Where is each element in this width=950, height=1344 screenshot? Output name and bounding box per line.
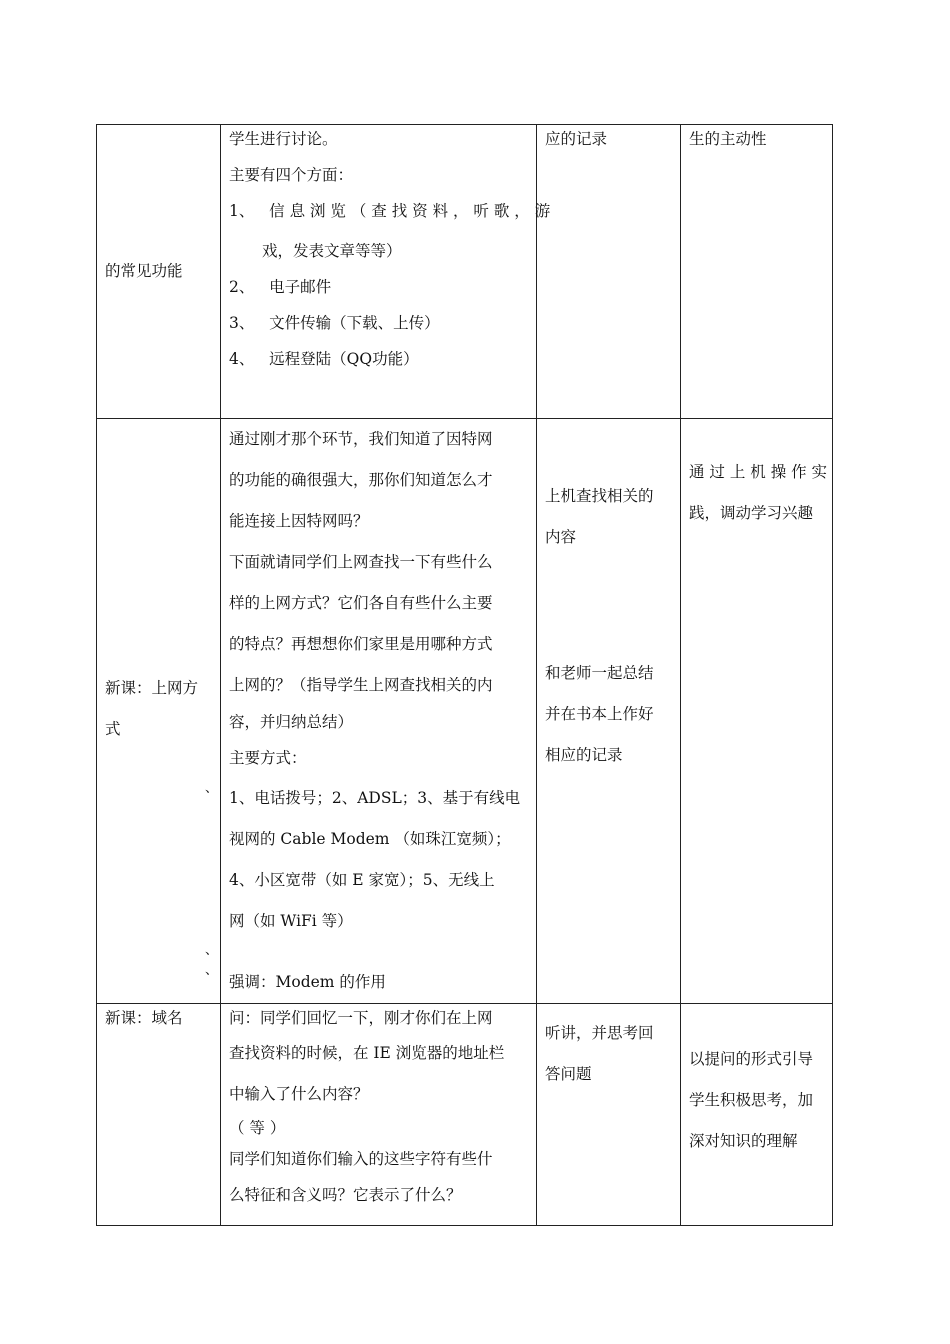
topic-cell <box>97 1004 221 1226</box>
student-activity-cell <box>537 1004 681 1226</box>
student-line: 听讲，并思考回 <box>545 1024 654 1042</box>
list-text: 文件传输（下载、上传） <box>269 314 440 332</box>
table-row <box>97 1004 833 1226</box>
purpose-line: 以提问的形式引导 <box>689 1050 814 1068</box>
content-line: 样的上网方式？它们各自有些什么主要 <box>229 594 493 612</box>
content-line: 网（如 WiFi 等） <box>229 912 353 930</box>
student-text <box>545 1013 654 1095</box>
content-line: 查找资料的时候，在 IE 浏览器的地址栏 <box>229 1044 505 1062</box>
content-line: 的功能的确很强大，那你们知道怎么才 <box>229 471 493 489</box>
content-cell <box>221 125 551 419</box>
punctuation-mark: 、 <box>205 781 219 796</box>
content-line: 1、电话拨号；2、ADSL；3、基于有线电 <box>229 789 521 807</box>
list-number: 1、 <box>229 202 255 220</box>
student-activity-cell <box>537 125 681 419</box>
content-line: 强调：Modem 的作用 <box>229 973 386 991</box>
student-line: 相应的记录 <box>545 746 623 764</box>
table-row <box>97 125 833 419</box>
student-line: 答问题 <box>545 1065 592 1083</box>
purpose-line: 通 过 上 机 操 作 实 <box>689 463 828 481</box>
punctuation-mark: 、 <box>205 963 219 978</box>
table-row <box>97 419 833 1004</box>
content-cell <box>221 1004 537 1226</box>
list-number: 3、 <box>229 314 255 332</box>
purpose-text <box>689 452 827 534</box>
student-activity-cell <box>537 419 681 1004</box>
purpose-cell <box>681 419 833 1004</box>
punctuation-mark: 、 <box>205 943 219 958</box>
topic-cell <box>97 125 221 419</box>
purpose-text <box>689 1039 813 1162</box>
content-line <box>229 198 551 224</box>
content-line: （ 等 ） <box>229 1119 286 1137</box>
topic-line: 新课：上网方 <box>105 679 199 697</box>
student-text: 应的记录 <box>545 130 608 148</box>
content-line: 戏，发表文章等等） <box>262 242 402 260</box>
topic-line: 式 <box>105 720 121 738</box>
purpose-line: 学生积极思考，加 <box>689 1091 814 1109</box>
content-line <box>229 310 528 336</box>
content-cell <box>221 419 537 1004</box>
content-line: 么特征和含义吗？它表示了什么？ <box>229 1186 462 1204</box>
content-line: 能连接上因特网吗？ <box>229 512 369 530</box>
list-text: 信 息 浏 览 （ 查 找 资 料 ， 听 歌 ， 游 <box>269 202 551 220</box>
content-line: 问：同学们回忆一下，刚才你们在上网 <box>229 1009 493 1027</box>
list-text: 电子邮件 <box>269 278 332 296</box>
student-line: 并在书本上作好 <box>545 705 654 723</box>
content-line <box>229 274 528 300</box>
content-line: 主要有四个方面： <box>229 166 354 184</box>
topic-text: 的常见功能 <box>105 262 183 280</box>
content-line: 中输入了什么内容？ <box>229 1085 369 1103</box>
student-line: 上机查找相关的 <box>545 487 654 505</box>
student-line: 内容 <box>545 528 577 546</box>
content-line: 通过刚才那个环节，我们知道了因特网 <box>229 430 493 448</box>
content-line: 上网的？（指导学生上网查找相关的内 <box>229 676 493 694</box>
purpose-line: 深对知识的理解 <box>689 1132 798 1150</box>
purpose-cell <box>681 1004 833 1226</box>
content-line: 同学们知道你们输入的这些字符有些什 <box>229 1150 493 1168</box>
topic-text: 新课：域名 <box>105 1009 183 1027</box>
purpose-cell <box>681 125 833 419</box>
student-line: 和老师一起总结 <box>545 664 654 682</box>
content-line: 下面就请同学们上网查找一下有些什么 <box>229 553 493 571</box>
content-line: 主要方式： <box>229 749 307 767</box>
student-text <box>545 653 654 776</box>
topic-cell <box>97 419 221 1004</box>
list-number: 4、 <box>229 350 255 368</box>
content-line: 4、小区宽带（如 E 家宽）；5、无线上 <box>229 871 495 889</box>
purpose-line: 践，调动学习兴趣 <box>689 504 814 522</box>
purpose-text: 生的主动性 <box>689 130 767 148</box>
student-text <box>545 476 654 558</box>
list-text: 远程登陆（QQ功能） <box>269 350 419 368</box>
topic-text <box>105 668 198 750</box>
content-line: 视网的 Cable Modem （如珠江宽频）； <box>229 830 511 848</box>
content-line <box>229 346 528 372</box>
list-number: 2、 <box>229 278 255 296</box>
content-line: 学生进行讨论。 <box>229 130 338 148</box>
content-line: 容，并归纳总结） <box>229 713 354 731</box>
content-line: 的特点？再想想你们家里是用哪种方式 <box>229 635 493 653</box>
lesson-plan-table <box>96 124 833 1226</box>
